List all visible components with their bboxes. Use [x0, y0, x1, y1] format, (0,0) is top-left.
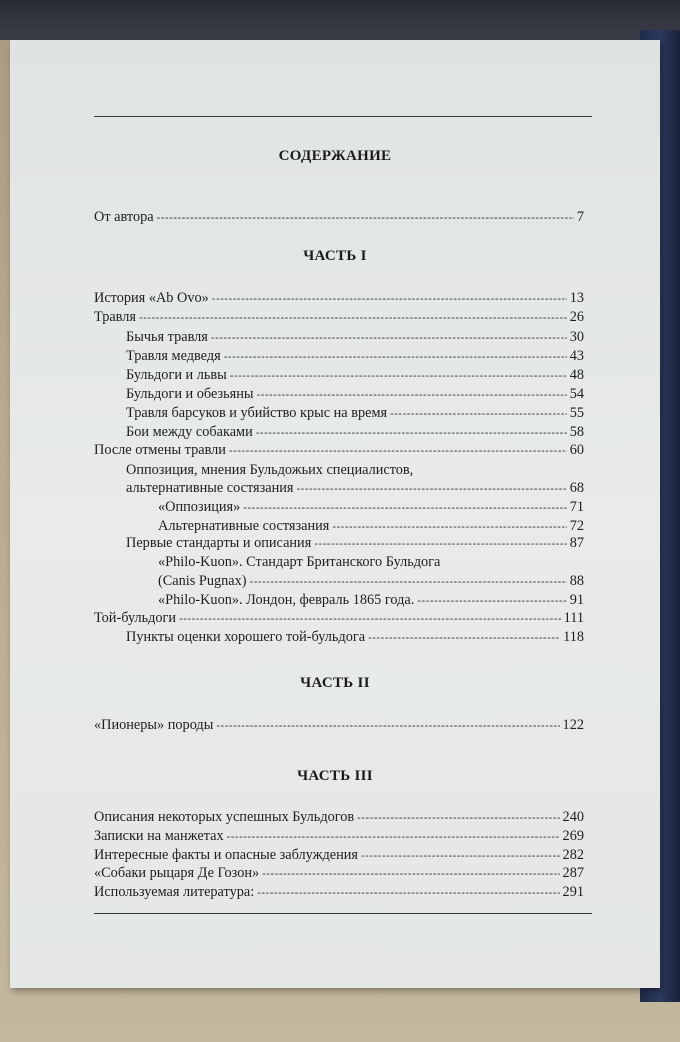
- toc-entry-title-line1: «Philo-Kuon». Стандарт Британского Бульдога: [158, 554, 441, 570]
- toc-entry-page: 282: [562, 847, 584, 863]
- book-cover-top: [0, 0, 680, 40]
- toc-entry-page: 287: [562, 865, 584, 881]
- toc-entry-title: Травля барсуков и убийство крыс на время: [126, 405, 388, 421]
- leader-dots: [227, 828, 560, 846]
- toc-entry-title: Первые стандарты и описания: [126, 535, 312, 551]
- toc-entry-page: 91: [569, 592, 584, 608]
- toc-entry-title: Пункты оценки хорошего той-бульдога: [126, 629, 366, 645]
- toc-entry-title: Бои между собаками: [126, 424, 253, 440]
- toc-entry-title: «Philo-Kuon». Лондон, февраль 1865 года.: [158, 592, 415, 608]
- toc-entry-page: 240: [562, 809, 584, 825]
- toc-entry: [126, 534, 584, 552]
- leader-dots: [417, 592, 566, 610]
- toc-entry-title: Бычья травля: [126, 329, 208, 345]
- leader-dots: [296, 480, 566, 498]
- toc-entry-page: 30: [569, 329, 584, 345]
- toc-entry-title: Травля медведя: [126, 348, 221, 364]
- toc-entry: [94, 308, 584, 326]
- toc-entry-page: 7: [576, 209, 584, 225]
- toc-entry: [158, 572, 584, 590]
- part2-heading: ЧАСТЬ II: [300, 675, 370, 691]
- toc-entry-page: 72: [569, 518, 584, 534]
- toc-entry: [94, 808, 584, 826]
- leader-dots: [216, 717, 559, 735]
- part1-heading: ЧАСТЬ I: [303, 248, 367, 264]
- toc-entry-page: 111: [563, 610, 584, 626]
- toc-entry: [94, 609, 584, 627]
- leader-dots: [257, 386, 567, 404]
- toc-entry: [126, 385, 584, 403]
- toc-entry: [126, 479, 584, 497]
- leader-dots: [243, 499, 566, 517]
- toc-entry-title: История «Ab Ovo»: [94, 290, 209, 306]
- toc-entry-page: 291: [562, 884, 584, 900]
- toc-entry: [94, 846, 584, 864]
- toc-entry-page: 55: [569, 405, 584, 421]
- toc-entry-page: 269: [562, 828, 584, 844]
- toc-entry-title: Используемая литература:: [94, 884, 255, 900]
- toc-entry: [126, 366, 584, 384]
- toc-entry-title: (Canis Pugnax): [158, 573, 247, 589]
- toc-entry-title: После отмены травли: [94, 442, 226, 458]
- toc-entry: [94, 441, 584, 459]
- leader-dots: [257, 884, 559, 902]
- toc-entry: [94, 827, 584, 845]
- leader-dots: [212, 290, 567, 308]
- toc-entry-page: 88: [569, 573, 584, 589]
- toc-entry: [158, 591, 584, 609]
- leader-dots: [230, 367, 567, 385]
- toc-entry: [158, 498, 584, 516]
- toc-entry-title: От автора: [94, 209, 154, 225]
- toc-entry-title: «Собаки рыцаря Де Гозон»: [94, 865, 260, 881]
- toc-entry-title: «Пионеры» породы: [94, 717, 214, 733]
- leader-dots: [224, 348, 567, 366]
- leader-dots: [157, 209, 574, 227]
- toc-entry-page: 122: [562, 717, 584, 733]
- toc-entry-title: Записки на манжетах: [94, 828, 224, 844]
- toc-entry: [94, 208, 584, 226]
- leader-dots: [357, 809, 559, 827]
- part3-heading: ЧАСТЬ III: [297, 768, 373, 784]
- toc-entry-page: 48: [569, 367, 584, 383]
- toc-entry-page: 43: [569, 348, 584, 364]
- toc-entry-title: Той-бульдоги: [94, 610, 177, 626]
- toc-entry-title: альтернативные состязания: [126, 480, 294, 496]
- leader-dots: [314, 535, 566, 553]
- toc-entry-page: 60: [569, 442, 584, 458]
- toc-entry: [158, 517, 584, 535]
- toc-entry: [126, 328, 584, 346]
- leader-dots: [361, 847, 560, 865]
- toc-entry-page: 26: [569, 309, 584, 325]
- toc-entry-page: 87: [569, 535, 584, 551]
- toc-entry: [126, 628, 584, 646]
- toc-entry-title: Интересные факты и опасные заблуждения: [94, 847, 359, 863]
- contents-title: СОДЕРЖАНИЕ: [278, 148, 392, 164]
- toc-entry-title: Травля: [94, 309, 136, 325]
- toc-entry: [126, 404, 584, 422]
- toc-entry-page: 71: [569, 499, 584, 515]
- leader-dots: [211, 329, 567, 347]
- toc-entry: [94, 716, 584, 734]
- leader-dots: [139, 309, 567, 327]
- toc-entry-page: 58: [569, 424, 584, 440]
- bottom-rule: [94, 913, 592, 914]
- leader-dots: [250, 573, 567, 591]
- toc-entry: [94, 289, 584, 307]
- leader-dots: [262, 865, 559, 883]
- toc-entry-title: Альтернативные состязания: [158, 518, 330, 534]
- toc-entry-title-line1: Оппозиция, мнения Бульдожьих специалистов,: [126, 462, 414, 478]
- book-page: [10, 40, 660, 988]
- leader-dots: [368, 629, 560, 647]
- toc-entry-page: 118: [563, 629, 584, 645]
- toc-entry: [94, 864, 584, 882]
- toc-entry: [126, 347, 584, 365]
- toc-entry-page: 54: [569, 386, 584, 402]
- leader-dots: [390, 405, 567, 423]
- leader-dots: [229, 442, 567, 460]
- toc-entry: [94, 883, 584, 901]
- toc-entry-title: Описания некоторых успешных Бульдогов: [94, 809, 355, 825]
- leader-dots: [256, 424, 567, 442]
- leader-dots: [179, 610, 561, 628]
- toc-entry-title: Бульдоги и обезьяны: [126, 386, 254, 402]
- toc-entry-title: Бульдоги и львы: [126, 367, 227, 383]
- toc-entry: [126, 423, 584, 441]
- toc-entry-title: «Оппозиция»: [158, 499, 241, 515]
- top-rule: [94, 116, 592, 117]
- toc-entry-page: 13: [569, 290, 584, 306]
- toc-entry-page: 68: [569, 480, 584, 496]
